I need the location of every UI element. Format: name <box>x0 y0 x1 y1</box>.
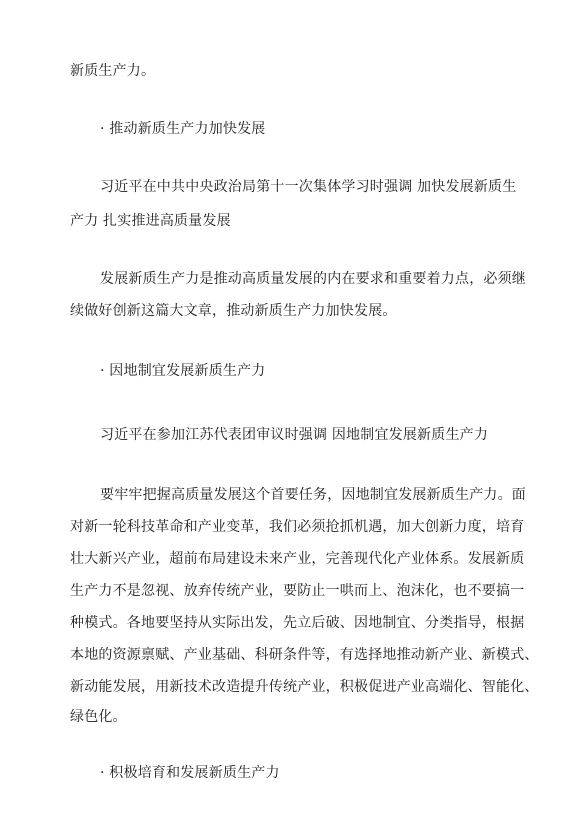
section-heading-local-conditions: · 因地制宜发展新质生产力 <box>100 363 266 379</box>
paragraph-line: 绿色化。 <box>70 709 127 725</box>
paragraph-line: 对新一轮科技革命和产业变革，我们必须抢抓机遇，加大创新力度，培育 <box>70 519 525 535</box>
news-headline-line-1: 习近平在中共中央政治局第十一次集体学习时强调 加快发展新质生 <box>100 179 517 195</box>
section-heading-cultivate: · 积极培育和发展新质生产力 <box>100 765 280 781</box>
news-headline-line-2: 产力 扎实推进高质量发展 <box>70 213 231 229</box>
paragraph-line: 要牢牢把握高质量发展这个首要任务，因地制宜发展新质生产力。面 <box>100 487 526 503</box>
paragraph-line: 壮大新兴产业，超前布局建设未来产业，完善现代化产业体系。发展新质 <box>70 551 525 567</box>
paragraph-line: 发展新质生产力是推动高质量发展的内在要求和重要着力点，必须继 <box>100 271 526 287</box>
news-headline: 习近平在参加江苏代表团审议时强调 因地制宜发展新质生产力 <box>100 427 489 443</box>
paragraph-line: 本地的资源禀赋、产业基础、科研条件等，有选择地推动新产业、新模式、 <box>70 647 539 663</box>
section-heading-accelerate: · 推动新质生产力加快发展 <box>100 121 266 137</box>
paragraph-line: 续做好创新这篇大文章，推动新质生产力加快发展。 <box>70 303 397 319</box>
text-line-continuation: 新质生产力。 <box>70 63 156 79</box>
paragraph-line: 生产力不是忽视、放弃传统产业，要防止一哄而上、泡沫化，也不要搞一 <box>70 583 525 599</box>
paragraph-line: 新动能发展，用新技术改造提升传统产业，积极促进产业高端化、智能化、 <box>70 679 539 695</box>
paragraph-line: 种模式。各地要坚持从实际出发，先立后破、因地制宜、分类指导，根据 <box>70 615 525 631</box>
